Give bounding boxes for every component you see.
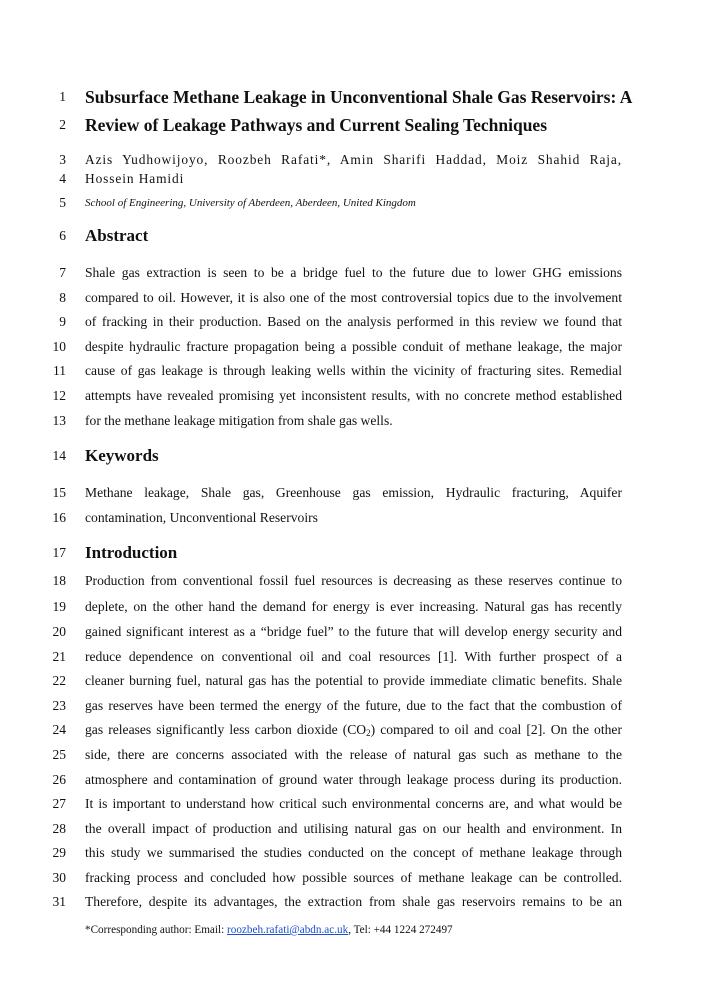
line-number: 9 [59,314,66,329]
line-22 [0,671,707,691]
line-number: 7 [59,265,66,280]
line-number: 1 [59,89,66,104]
abstract-text-line: Shale gas extraction is seen to be a bridge fuel to the future due to lower GHG emissions [85,265,622,280]
line-9 [0,312,707,332]
affiliation: School of Engineering, University of Aberdeen, Aberdeen, United Kingdom [85,197,416,209]
line-10 [0,337,707,357]
line-21 [0,647,707,667]
line-number: 26 [52,772,66,787]
abstract-text-line: cause of gas leakage is through leaking wells within the vicinity of fracturing sites. Remedial [85,363,622,378]
line-12 [0,386,707,406]
intro-text-line: deplete, on the other hand the demand for energy is ever increasing. Natural gas has recently [85,599,622,614]
abstract-text-line: attempts have revealed promising yet inconsistent results, with no concrete method established [85,388,622,403]
line-number: 15 [52,485,66,500]
line-17 [0,543,707,563]
line-14 [0,446,707,466]
line-23 [0,696,707,716]
line-number: 27 [52,796,66,811]
intro-text-line: side, there are concerns associated with the release of natural gas such as methane to the [85,747,622,762]
line-number: 13 [52,413,66,428]
abstract-heading: Abstract [85,226,149,245]
intro-text-line: the overall impact of production and utilising natural gas on our health and environment. In [85,821,622,836]
intro-text-line: gas reserves have been termed the energy of the future, due to the fact that the combustion of [85,698,622,713]
line-13 [0,411,707,431]
abstract-text-line: compared to oil. However, it is also one of the most controversial topics due to the involvement [85,290,622,305]
line-3 [0,150,707,170]
line-number: 29 [52,845,66,860]
footnote-suffix: , Tel: +44 1224 272497 [348,924,453,936]
line-4 [0,169,707,189]
intro-text-line: It is important to understand how critical such environmental concerns are, and what would be [85,796,622,811]
line-31 [0,892,707,912]
line-number: 18 [52,573,66,588]
line-18 [0,571,707,591]
intro-text-line: gained significant interest as a “bridge fuel” to the future that will develop energy security and [85,624,622,639]
intro-text-line: cleaner burning fuel, natural gas has the potential to provide immediate climatic benefits. Shale [85,673,622,688]
line-number: 31 [52,894,66,909]
line-27 [0,794,707,814]
line-number: 17 [52,545,66,560]
abstract-text-line: for the methane leakage mitigation from shale gas wells. [85,413,393,428]
line-number: 19 [52,599,66,614]
line-number: 30 [52,870,66,885]
introduction-heading: Introduction [85,543,178,562]
line-number: 22 [52,673,66,688]
authors-line: Hossein Hamidi [85,171,185,186]
line-2 [0,115,707,135]
line-number: 6 [59,228,66,243]
line-19 [0,597,707,617]
line-number: 21 [52,649,66,664]
line-number: 10 [52,339,66,354]
intro-text-line: Therefore, despite its advantages, the extraction from shale gas reservoirs remains to be an [85,894,622,909]
paper-title-line: Subsurface Methane Leakage in Unconventional Shale Gas Reservoirs: A [85,87,633,107]
line-number: 24 [52,722,66,737]
line-7 [0,263,707,283]
intro-text-line: atmosphere and contamination of ground water through leakage process during its production. [85,772,622,787]
line-number: 8 [59,290,66,305]
line-20 [0,622,707,642]
line-number: 20 [52,624,66,639]
subscript-2: 2 [366,728,371,738]
paper-title-line: Review of Leakage Pathways and Current Sealing Techniques [85,115,548,135]
intro-text-fragment: gas releases significantly less carbon dioxide (CO [85,722,367,737]
line-number: 11 [53,363,66,378]
line-29 [0,843,707,863]
line-6 [0,226,707,246]
line-24 [0,720,707,740]
line-30 [0,868,707,888]
line-number: 3 [59,152,66,167]
line-number: 28 [52,821,66,836]
line-8 [0,288,707,308]
intro-text-line: Production from conventional fossil fuel resources is decreasing as these reserves continue to [85,573,622,588]
line-11 [0,361,707,381]
line-28 [0,819,707,839]
line-15 [0,483,707,503]
abstract-text-line: of fracking in their production. Based on the analysis performed in this review we found that [85,314,622,329]
authors-line: Azis Yudhowijoyo, Roozbeh Rafati*, Amin Sharifi Haddad, Moiz Shahid Raja, [85,152,622,167]
line-26 [0,770,707,790]
line-number: 16 [52,510,66,525]
footnote-prefix: *Corresponding author: Email: [85,924,227,936]
intro-text-line: reduce dependence on conventional oil and coal resources [1]. With further prospect of a [85,649,622,664]
abstract-text-line: despite hydraulic fracture propagation being a possible conduit of methane leakage, the major [85,339,622,354]
line-number: 23 [52,698,66,713]
line-1 [0,87,707,107]
keywords-heading: Keywords [85,446,159,465]
intro-text-line: this study we summarised the studies conducted on the concept of methane leakage through [85,845,622,860]
line-16 [0,508,707,528]
intro-text-line: fracking process and concluded how possible sources of methane leakage can be controlled. [85,870,622,885]
line-number: 12 [52,388,66,403]
line-25 [0,745,707,765]
line-5 [0,193,707,213]
line-number: 5 [59,195,66,210]
footnote [85,922,453,938]
line-number: 14 [52,448,66,463]
intro-text-fragment: ) compared to oil and coal [2]. On the other [370,722,622,737]
line-number: 4 [59,171,66,186]
keywords-text-line: contamination, Unconventional Reservoirs [85,510,318,525]
intro-text-line [85,720,622,740]
email-link[interactable]: roozbeh.rafati@abdn.ac.uk [227,924,349,936]
line-number: 2 [59,117,66,132]
keywords-text-line: Methane leakage, Shale gas, Greenhouse gas emission, Hydraulic fracturing, Aquifer [85,485,622,500]
line-number: 25 [52,747,66,762]
